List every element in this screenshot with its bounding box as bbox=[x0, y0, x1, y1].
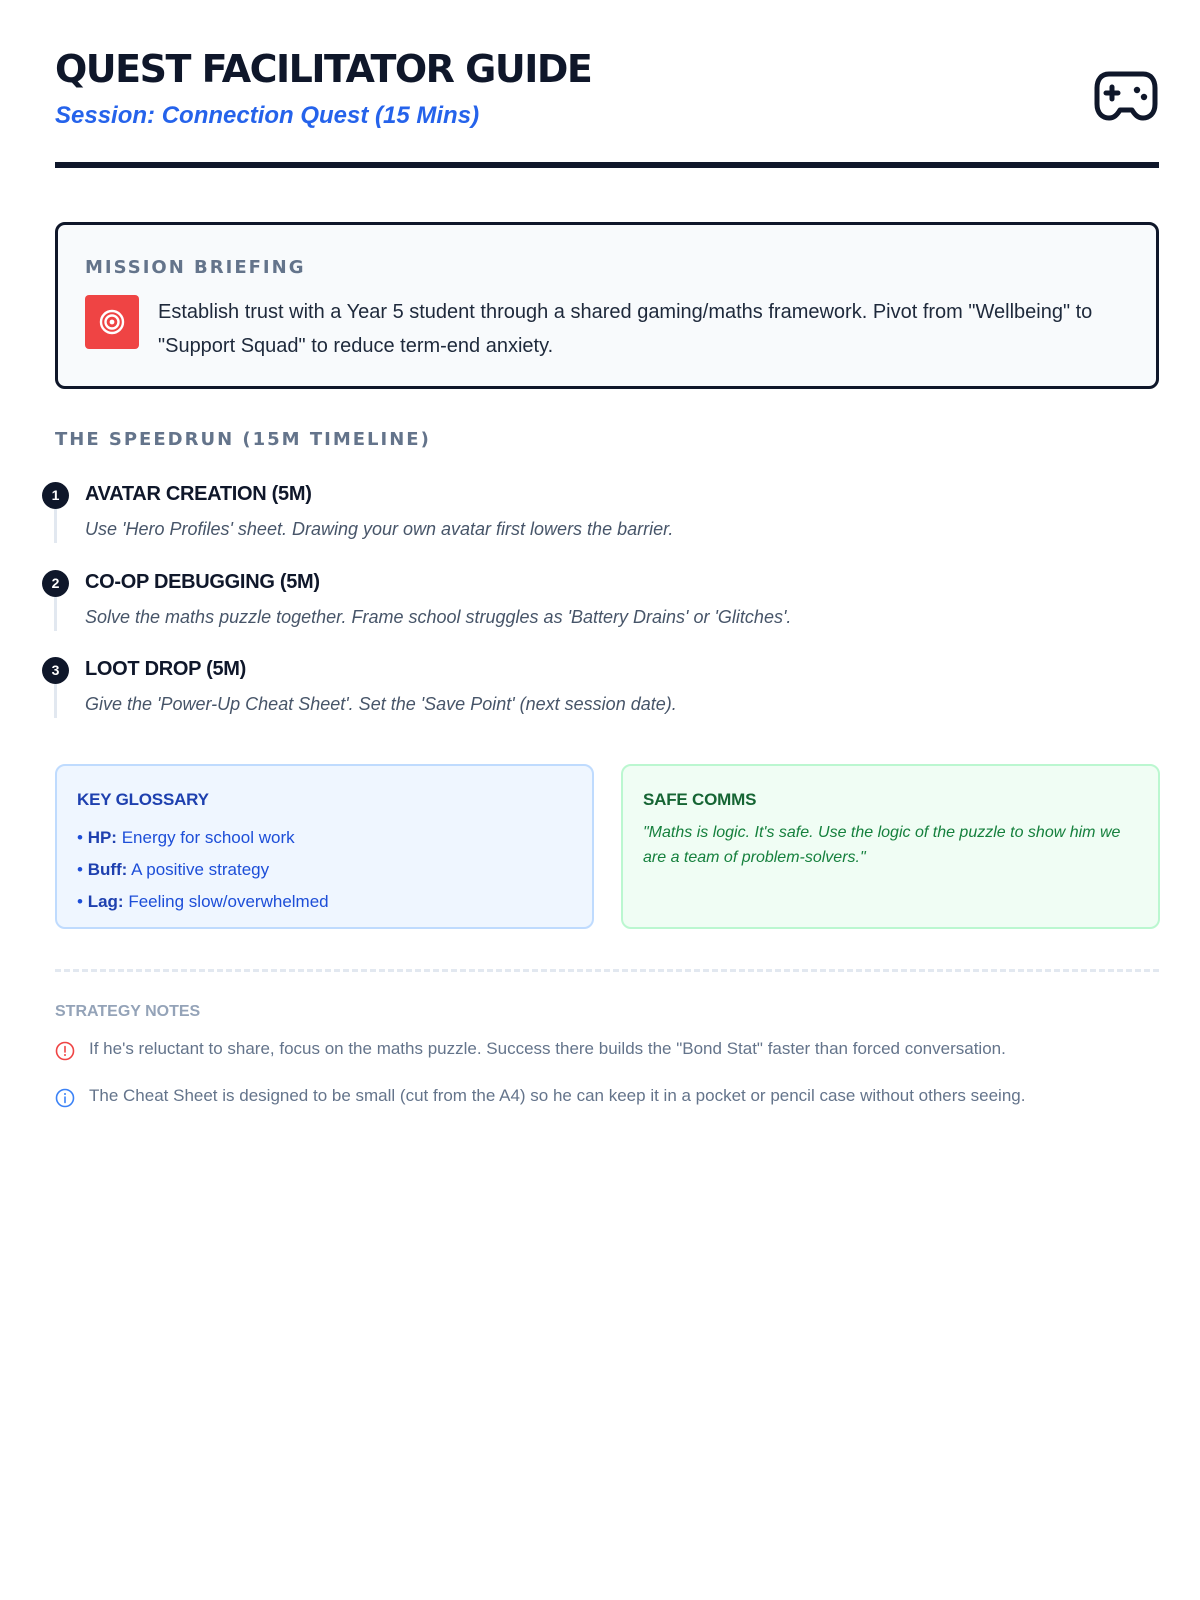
target-icon-badge bbox=[85, 295, 139, 349]
timeline-connector bbox=[54, 507, 57, 543]
session-subtitle: Session: Connection Quest (15 Mins) bbox=[55, 102, 480, 129]
glossary-term: HP: bbox=[87, 828, 117, 847]
glossary-item: • Buff: A positive strategy bbox=[77, 860, 270, 879]
step-title: AVATAR CREATION (5M) bbox=[85, 483, 312, 505]
glossary-item: • HP: Energy for school work bbox=[77, 828, 295, 847]
safe-comms-title: SAFE COMMS bbox=[643, 790, 757, 809]
gamepad-icon bbox=[1093, 68, 1159, 122]
facilitator-guide-page bbox=[51, 0, 1159, 1105]
strategy-notes-title: STRATEGY NOTES bbox=[55, 1003, 201, 1020]
strategy-note-text: The Cheat Sheet is designed to be small (cut from the A4) so he can keep it in a pocket or pencil case without others seeing. bbox=[89, 1086, 1026, 1105]
timeline-title: THE SPEEDRUN (15M TIMELINE) bbox=[55, 429, 431, 450]
strategy-note-text: If he's reluctant to share, focus on the maths puzzle. Success there builds the "Bond Stat" faster than forced conversation. bbox=[89, 1039, 1006, 1058]
glossary-definition: Feeling slow/overwhelmed bbox=[128, 892, 329, 911]
page-title: QUEST FACILITATOR GUIDE bbox=[55, 47, 592, 91]
step-description: Use 'Hero Profiles' sheet. Drawing your own avatar first lowers the barrier. bbox=[85, 519, 674, 539]
glossary-definition: A positive strategy bbox=[131, 860, 270, 879]
glossary-item: • Lag: Feeling slow/overwhelmed bbox=[77, 892, 329, 911]
safe-comms-card bbox=[621, 764, 1160, 929]
key-glossary-card bbox=[55, 764, 594, 929]
glossary-term: Buff: bbox=[87, 860, 128, 879]
dashed-divider bbox=[55, 969, 1159, 972]
mission-briefing-card bbox=[55, 222, 1159, 389]
alert-circle-icon bbox=[55, 1041, 75, 1061]
glossary-definition: Energy for school work bbox=[121, 828, 295, 847]
timeline-connector bbox=[54, 595, 57, 631]
step-number-badge: 2 bbox=[42, 570, 69, 597]
header bbox=[55, 0, 1159, 168]
step-title: CO-OP DEBUGGING (5M) bbox=[85, 571, 320, 593]
step-title: LOOT DROP (5M) bbox=[85, 658, 246, 680]
info-circle-icon bbox=[55, 1088, 75, 1108]
step-description: Solve the maths puzzle together. Frame school struggles as 'Battery Drains' or 'Glitches'. bbox=[85, 607, 792, 627]
step-number-badge: 1 bbox=[42, 482, 69, 509]
safe-comms-quote: "Maths is logic. It's safe. Use the logic of the puzzle to show him we are a team of problem-solvers." bbox=[643, 824, 1121, 866]
target-icon bbox=[98, 308, 126, 336]
step-number-badge: 3 bbox=[42, 657, 69, 684]
glossary-list bbox=[77, 822, 329, 918]
briefing-text: Establish trust with a Year 5 student through a shared gaming/maths framework. Pivot from "Wellbeing" to "Support Squad" to reduce term-end anxiety. bbox=[158, 301, 1093, 357]
glossary-title: KEY GLOSSARY bbox=[77, 790, 209, 809]
briefing-title: MISSION BRIEFING bbox=[85, 257, 306, 278]
glossary-term: Lag: bbox=[87, 892, 124, 911]
step-description: Give the 'Power-Up Cheat Sheet'. Set the 'Save Point' (next session date). bbox=[85, 694, 677, 714]
timeline-connector bbox=[54, 682, 57, 718]
